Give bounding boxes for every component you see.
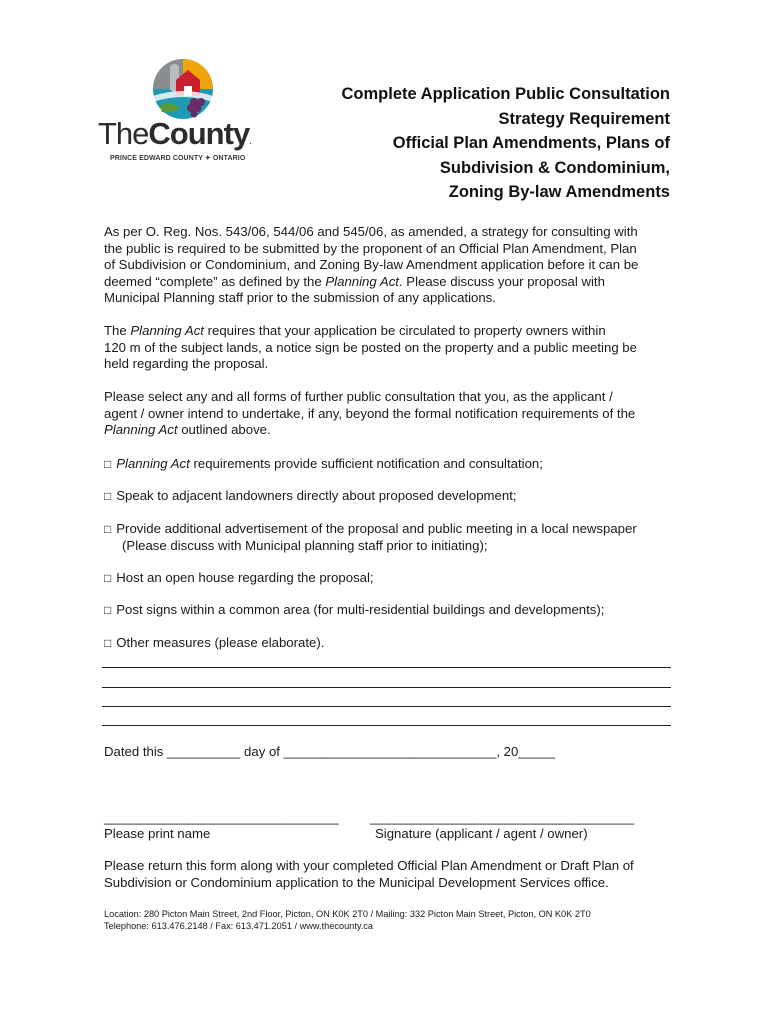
- elaborate-line-3[interactable]: [102, 706, 671, 707]
- checkbox-icon[interactable]: □: [104, 603, 112, 617]
- elaborate-line-2[interactable]: [102, 687, 671, 688]
- the-county-logo: [98, 56, 268, 166]
- dated-field[interactable]: Dated this __________ day of _____________________________, 20_____: [104, 744, 555, 759]
- checkbox-icon[interactable]: □: [104, 522, 112, 536]
- signature-label: Signature (applicant / agent / owner): [375, 826, 588, 841]
- title-line: Official Plan Amendments, Plans of: [392, 134, 670, 152]
- option-post-signs[interactable]: □ Post signs within a common area (for multi-residential buildings and developments);: [104, 602, 605, 617]
- selection-instructions: Please select any and all forms of further public consultation that you, as the applicant / agent / owner intend to undertake, if any, beyond the formal notification requirements of the Planning Act outlined above.: [104, 389, 636, 437]
- signature-line[interactable]: ____________________________________: [370, 810, 635, 825]
- print-name-label: Please print name: [104, 826, 211, 841]
- title-line: Zoning By-law Amendments: [448, 183, 670, 201]
- checkbox-icon[interactable]: □: [104, 636, 112, 650]
- option-planning-act-sufficient[interactable]: □ Planning Act requirements provide sufficient notification and consultation;: [104, 456, 543, 471]
- county-emblem-icon: [150, 56, 216, 122]
- elaborate-line-4[interactable]: [102, 725, 671, 726]
- print-name-line[interactable]: ________________________________: [104, 810, 339, 825]
- title-line: Subdivision & Condominium,: [439, 158, 670, 177]
- logo-tagline: PRINCE EDWARD COUNTY ✦ ONTARIO: [110, 155, 246, 162]
- planning-act-paragraph: The Planning Act requires that your application be circulated to property owners within 120 m of the subject lands, a notice sign be posted on the property and a public meeting be held regarding the proposal.: [104, 323, 637, 371]
- elaborate-line-1[interactable]: [102, 667, 671, 668]
- title-line: Strategy Requirement: [498, 109, 670, 128]
- intro-paragraph: As per O. Reg. Nos. 543/06, 544/06 and 545/06, as amended, a strategy for consulting with the public is required to be submitted by the proponent of an Official Plan Amendment, Plan of Subdivision or Condominium, and Zoning By-law Amendment application before it can be deemed “complete” as defined by the Planning Act. Please discuss your proposal with Municipal Planning staff prior to the submission of any applications.: [104, 224, 639, 305]
- option-newspaper-advertisement[interactable]: □ Provide additional advertisement of the proposal and public meeting in a local newspaper (Please discuss with Municipal planning staff prior to initiating);: [104, 521, 637, 553]
- document-title: [270, 82, 670, 205]
- checkbox-icon[interactable]: □: [104, 489, 112, 503]
- footer-address: Location: 280 Picton Main Street, 2nd Floor, Picton, ON K0K 2T0 / Mailing: 332 Picton Main Street, Picton, ON K0K 2T0: [104, 909, 591, 919]
- option-other-measures[interactable]: □ Other measures (please elaborate).: [104, 635, 325, 650]
- checkbox-icon[interactable]: □: [104, 571, 112, 585]
- logo-wordmark: TheCounty.: [98, 116, 251, 151]
- option-open-house[interactable]: □ Host an open house regarding the proposal;: [104, 570, 374, 585]
- footer-contact: Telephone: 613.476.2148 / Fax: 613.471.2051 / www.thecounty.ca: [104, 921, 374, 931]
- return-instructions: Please return this form along with your completed Official Plan Amendment or Draft Plan of Subdivision or Condominium application to the Municipal Development Services office.: [104, 858, 634, 890]
- title-line: Complete Application Public Consultation: [341, 85, 670, 103]
- checkbox-icon[interactable]: □: [104, 457, 112, 471]
- option-speak-to-landowners[interactable]: □ Speak to adjacent landowners directly about proposed development;: [104, 488, 517, 503]
